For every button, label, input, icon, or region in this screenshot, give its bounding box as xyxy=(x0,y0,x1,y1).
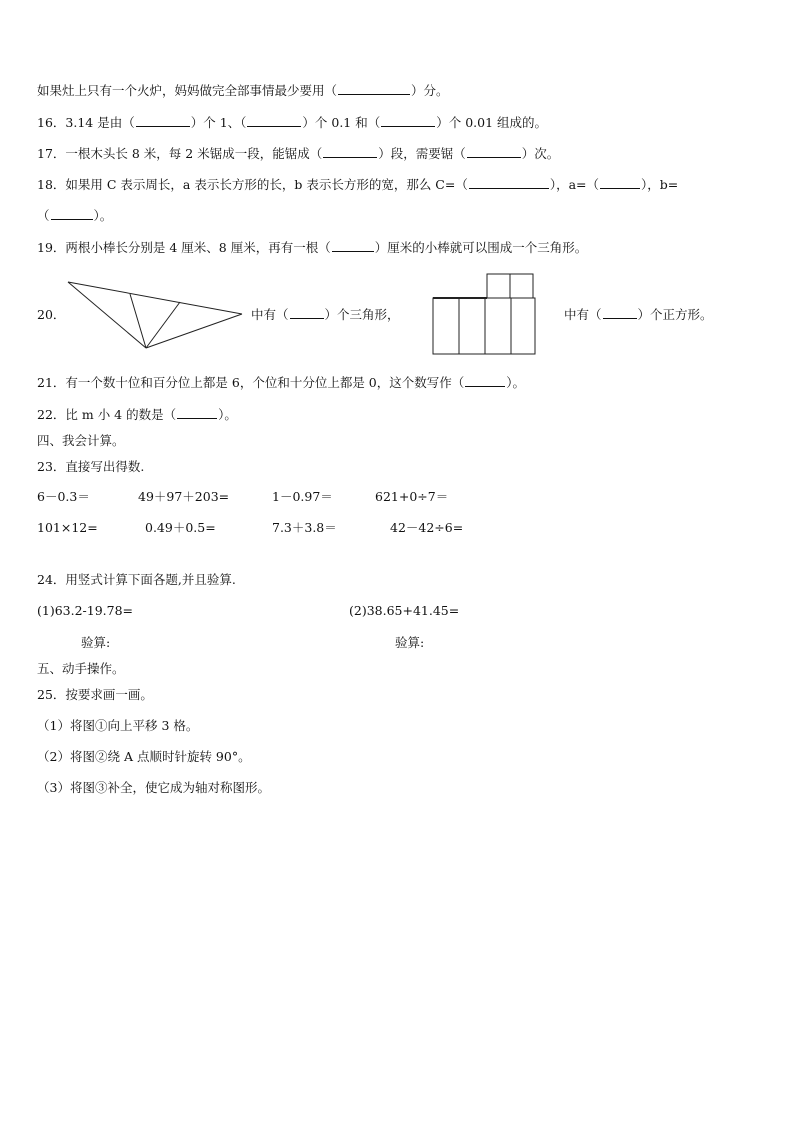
answer-blank[interactable] xyxy=(332,240,374,252)
question-25-step-3: （3）将图③补全，使它成为轴对称图形。 xyxy=(37,780,270,795)
answer-blank[interactable] xyxy=(469,177,549,189)
answer-blank[interactable] xyxy=(467,146,521,158)
question-21: 21．有一个数十位和百分位上都是 6，个位和十分位上都是 0，这个数写作（ ）。 xyxy=(37,375,526,390)
calc-item: 0.49＋0.5= xyxy=(145,520,216,535)
section-5-heading: 五、动手操作。 xyxy=(37,661,125,676)
triangle-figure xyxy=(66,280,244,352)
question-24: 24．用竖式计算下面各题,并且验算. xyxy=(37,572,236,587)
check-label-1: 验算: xyxy=(81,635,111,650)
question-17: 17．一根木头长 8 米，每 2 米锯成一段，能锯成（ ）段，需要锯（ ）次。 xyxy=(37,146,560,161)
answer-blank[interactable] xyxy=(338,83,410,95)
question-25-step-2: （2）将图②绕 A 点顺时针旋转 90°。 xyxy=(37,749,251,764)
vertical-calc-1: (1)63.2-19.78= xyxy=(37,603,134,618)
calc-item: 7.3＋3.8＝ xyxy=(272,520,337,535)
answer-blank[interactable] xyxy=(600,177,640,189)
answer-blank[interactable] xyxy=(381,115,435,127)
calc-item: 1－0.97＝ xyxy=(272,489,333,504)
question-15-tail: 如果灶上只有一个火炉，妈妈做完全部事情最少要用（ ）分。 xyxy=(37,83,449,98)
question-20-triangle-text: 中有（ ）个三角形， xyxy=(251,307,400,322)
question-20-number: 20． xyxy=(37,307,66,322)
calc-item: 6－0.3＝ xyxy=(37,489,90,504)
question-25-step-1: （1）将图①向上平移 3 格。 xyxy=(37,718,199,733)
answer-blank[interactable] xyxy=(290,307,324,319)
question-16: 16．3.14 是由（ ）个 1、（ ）个 0.1 和（ ）个 0.01 组成的。 xyxy=(37,115,548,130)
calc-item: 42－42÷6= xyxy=(390,520,464,535)
question-18: 18．如果用 C 表示周长，a 表示长方形的长，b 表示长方形的宽，那么 C=（ ），a=（ ），b= xyxy=(37,177,679,192)
check-label-2: 验算: xyxy=(395,635,425,650)
section-4-heading: 四、我会计算。 xyxy=(37,433,125,448)
calc-item: 621+0÷7＝ xyxy=(375,489,449,504)
question-18-cont: （ ）。 xyxy=(37,208,113,223)
question-23: 23．直接写出得数. xyxy=(37,459,145,474)
question-22: 22．比 m 小 4 的数是（ ）。 xyxy=(37,407,237,422)
answer-blank[interactable] xyxy=(177,407,217,419)
calc-item: 49＋97＋203= xyxy=(138,489,230,504)
vertical-calc-2: (2)38.65+41.45= xyxy=(349,603,460,618)
answer-blank[interactable] xyxy=(51,208,93,220)
question-19: 19．两根小棒长分别是 4 厘米、8 厘米，再有一根（ ）厘米的小棒就可以围成一个三角形。 xyxy=(37,240,588,255)
answer-blank[interactable] xyxy=(136,115,190,127)
answer-blank[interactable] xyxy=(323,146,377,158)
answer-blank[interactable] xyxy=(465,375,505,387)
question-20-square-text: 中有（ ）个正方形。 xyxy=(564,307,713,322)
answer-blank[interactable] xyxy=(603,307,637,319)
calc-item: 101×12= xyxy=(37,520,98,535)
square-grid-figure xyxy=(431,272,539,356)
answer-blank[interactable] xyxy=(247,115,301,127)
question-25: 25．按要求画一画。 xyxy=(37,687,153,702)
